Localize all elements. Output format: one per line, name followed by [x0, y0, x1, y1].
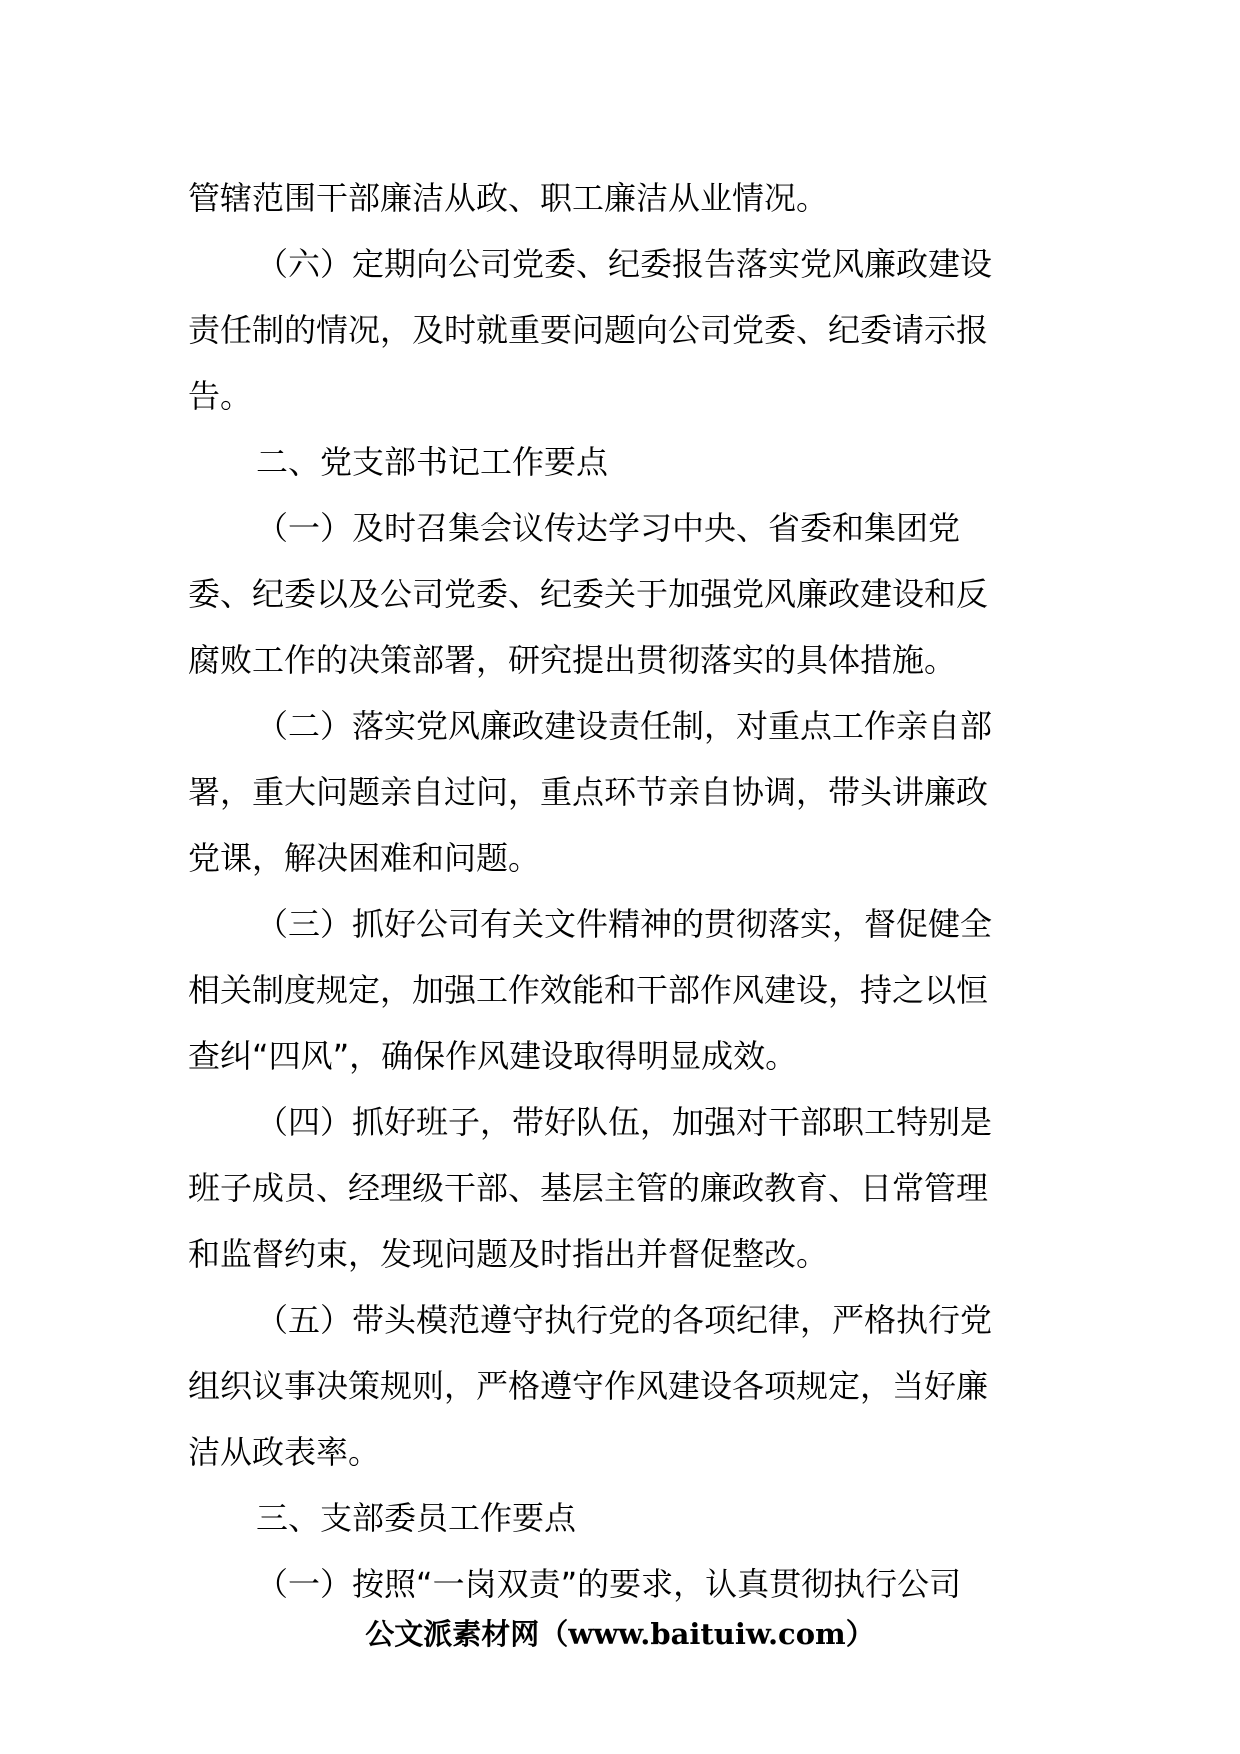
text-line: 组织议事决策规则，严格遵守作风建设各项规定，当好廉	[188, 1367, 989, 1405]
text-line: 相关制度规定，加强工作效能和干部作风建设，持之以恒	[188, 971, 989, 1009]
text-line: 腐败工作的决策部署，研究提出贯彻落实的具体措施。	[188, 641, 957, 679]
text-line: 和监督约束，发现问题及时指出并督促整改。	[188, 1235, 829, 1273]
text-line: 委、纪委以及公司党委、纪委关于加强党风廉政建设和反	[188, 575, 989, 613]
paragraph-start-line: （五）带头模范遵守执行党的各项纪律，严格执行党	[256, 1301, 993, 1339]
paragraph-start-line: （一）及时召集会议传达学习中央、省委和集团党	[256, 509, 961, 547]
section-heading: 三、支部委员工作要点	[256, 1499, 577, 1537]
text-line: 查纠“四风”，确保作风建设取得明显成效。	[188, 1037, 798, 1075]
text-line: 管辖范围干部廉洁从政、职工廉洁从业情况。	[188, 179, 829, 217]
text-line: 洁从政表率。	[188, 1433, 381, 1471]
paragraph-start-line: （一）按照“一岗双责”的要求，认真贯彻执行公司	[256, 1565, 962, 1603]
paragraph-start-line: （四）抓好班子，带好队伍，加强对干部职工特别是	[256, 1103, 993, 1141]
text-line: 告。	[188, 377, 253, 415]
text-line: 责任制的情况，及时就重要问题向公司党委、纪委请示报	[188, 311, 989, 349]
document-body	[188, 165, 1058, 1617]
paragraph-start-line: （三）抓好公司有关文件精神的贯彻落实，督促健全	[256, 905, 993, 943]
paragraph-start-line: （六）定期向公司党委、纪委报告落实党风廉政建设	[256, 245, 993, 283]
text-line: 班子成员、经理级干部、基层主管的廉政教育、日常管理	[188, 1169, 989, 1207]
footer-watermark: 公文派素材网（www.baituiw.com）	[365, 1617, 875, 1651]
section-heading: 二、党支部书记工作要点	[256, 443, 609, 481]
text-line: 党课，解决困难和问题。	[188, 839, 541, 877]
text-line: 署，重大问题亲自过问，重点环节亲自协调，带头讲廉政	[188, 773, 989, 811]
paragraph-start-line: （二）落实党风廉政建设责任制，对重点工作亲自部	[256, 707, 993, 745]
